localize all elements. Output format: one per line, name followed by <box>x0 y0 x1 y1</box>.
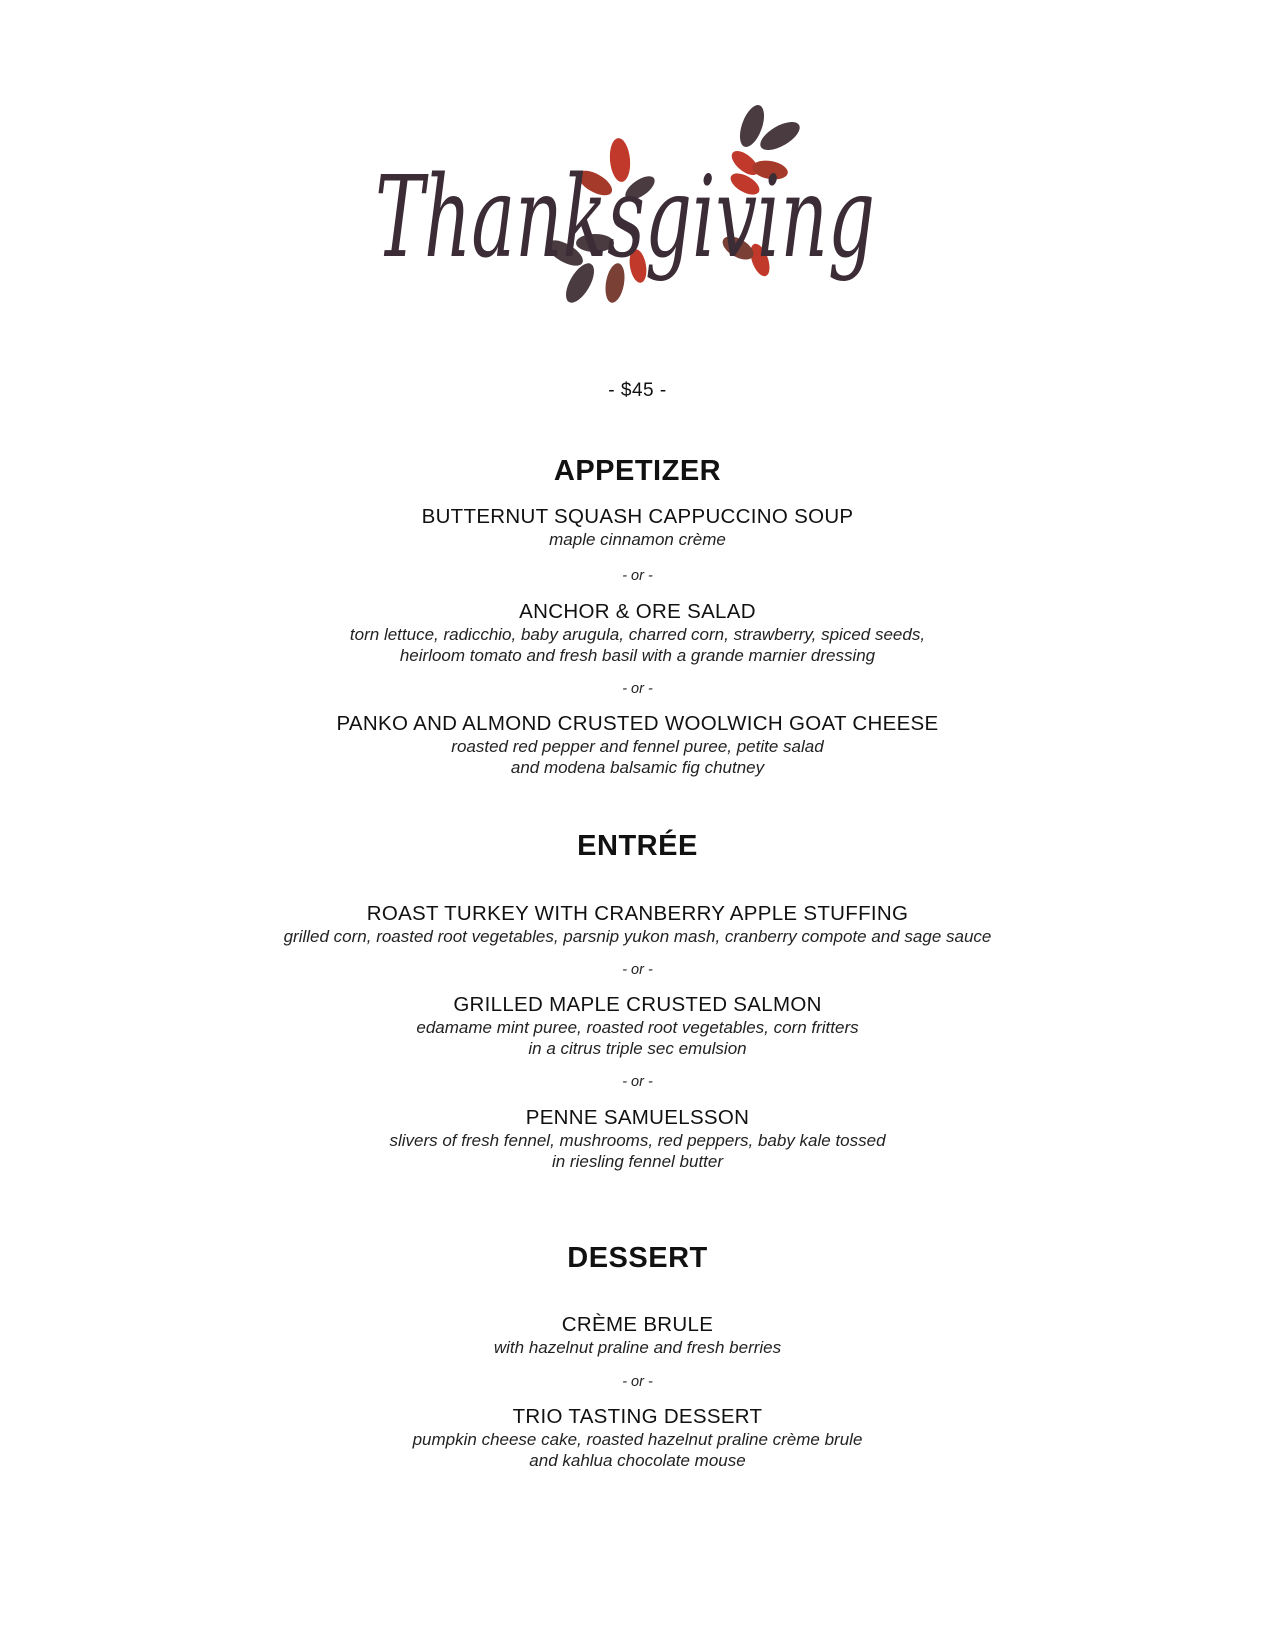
item-description: and kahlua chocolate mouse <box>529 1451 746 1470</box>
item-description: torn lettuce, radicchio, baby arugula, charred corn, strawberry, spiced seeds, <box>349 625 926 644</box>
menu-item <box>0 1405 1275 1471</box>
menu-item <box>0 1106 1275 1172</box>
menu-item <box>0 712 1275 778</box>
item-name: ANCHOR & ORE SALAD <box>519 600 756 623</box>
item-name: BUTTERNUT SQUASH CAPPUCCINO SOUP <box>421 505 854 528</box>
item-description: grilled corn, roasted root vegetables, parsnip yukon mash, cranberry compote and sage sauce <box>283 927 992 946</box>
or-separator: - or - <box>622 962 653 978</box>
or-separator: - or - <box>622 681 653 697</box>
item-name: CRÈME BRULE <box>561 1313 714 1336</box>
item-name: PENNE SAMUELSSON <box>525 1106 750 1129</box>
menu-item <box>0 993 1275 1059</box>
item-description: maple cinnamon crème <box>549 530 726 549</box>
item-description: in a citrus triple sec emulsion <box>528 1039 747 1058</box>
menu-price: - $45 - <box>608 380 667 401</box>
menu-item <box>0 505 1275 550</box>
item-description: edamame mint puree, roasted root vegetables, corn fritters <box>416 1018 859 1037</box>
menu-item <box>0 902 1275 947</box>
item-description: roasted red pepper and fennel puree, petite salad <box>451 737 824 756</box>
item-name: GRILLED MAPLE CRUSTED SALMON <box>453 993 822 1016</box>
item-description: and modena balsamic fig chutney <box>510 758 765 777</box>
item-description: slivers of fresh fennel, mushrooms, red peppers, baby kale tossed <box>389 1131 886 1150</box>
item-name: TRIO TASTING DESSERT <box>512 1405 763 1428</box>
logo-lettering: Thanksgiving <box>375 153 875 283</box>
item-description: in riesling fennel butter <box>551 1152 724 1171</box>
or-separator: - or - <box>622 1074 653 1090</box>
or-separator: - or - <box>622 1374 653 1390</box>
menu-item <box>0 1313 1275 1358</box>
or-separator: - or - <box>622 568 653 584</box>
menu-item <box>0 600 1275 666</box>
section-title-dessert: DESSERT <box>567 1242 708 1274</box>
thanksgiving-logo <box>370 88 900 328</box>
item-name: ROAST TURKEY WITH CRANBERRY APPLE STUFFING <box>366 902 909 925</box>
section-title-entree: ENTRÉE <box>577 830 698 862</box>
item-description: with hazelnut praline and fresh berries <box>493 1338 782 1357</box>
section-title-appetizer: APPETIZER <box>553 455 722 487</box>
item-name: PANKO AND ALMOND CRUSTED WOOLWICH GOAT CHEESE <box>336 712 939 735</box>
item-description: heirloom tomato and fresh basil with a grande marnier dressing <box>399 646 876 665</box>
item-description: pumpkin cheese cake, roasted hazelnut praline crème brule <box>412 1430 863 1449</box>
